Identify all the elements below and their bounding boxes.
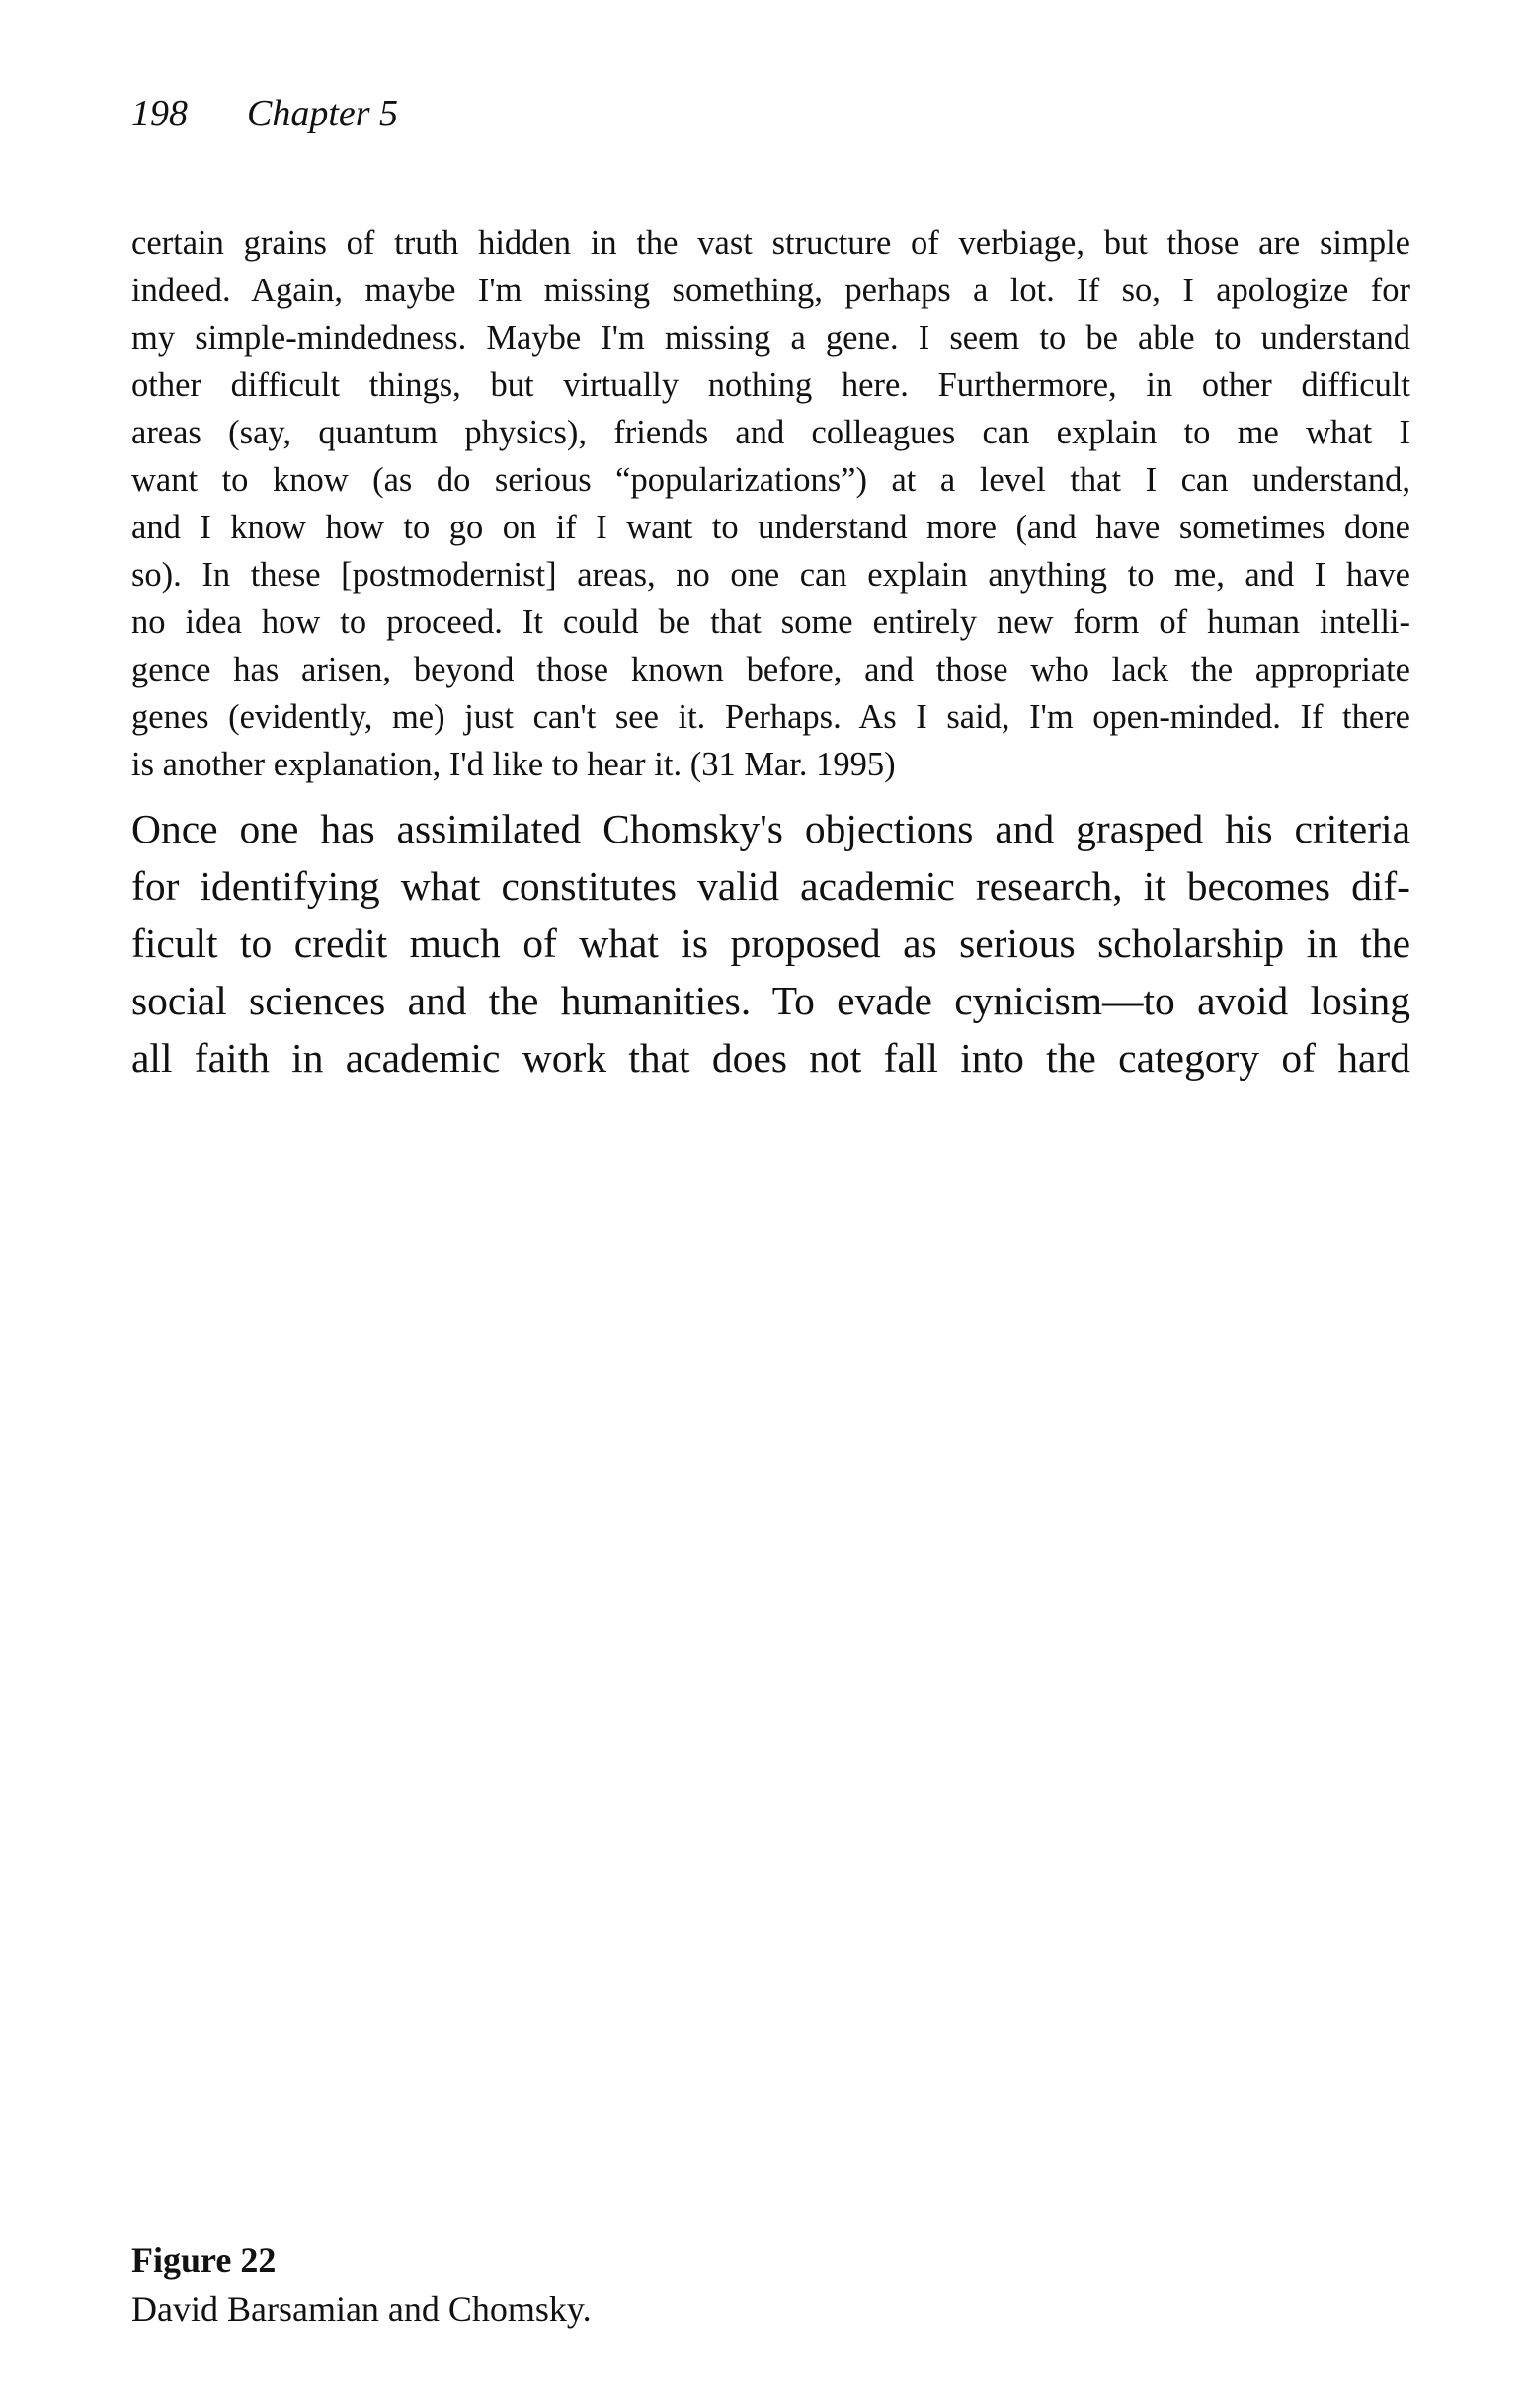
body-line: for identifying what constitutes valid academic research, it becomes dif- xyxy=(131,863,1410,909)
body-line: all faith in academic work that does not fall into the category of hard xyxy=(131,1035,1410,1081)
figure-label: Figure 22 xyxy=(131,2240,277,2280)
running-head xyxy=(131,91,398,136)
quote-line: areas (say, quantum physics), friends and colleagues can explain to me what I xyxy=(131,414,1410,451)
quote-line: so). In these [postmodernist] areas, no one can explain anything to me, and I have xyxy=(131,556,1410,594)
body-paragraph xyxy=(131,800,1410,1086)
page-number: 198 xyxy=(131,93,188,134)
chapter-title: Chapter 5 xyxy=(247,93,399,134)
block-quote xyxy=(131,219,1410,788)
quote-line: certain grains of truth hidden in the vast structure of verbiage, but those are simple xyxy=(131,224,1410,262)
body-line: ficult to credit much of what is proposed as serious scholarship in the xyxy=(131,921,1410,966)
body-line: Once one has assimilated Chomsky's objections and grasped his criteria xyxy=(131,806,1410,851)
body-line: social sciences and the humanities. To evade cynicism—to avoid losing xyxy=(131,978,1410,1023)
quote-line: genes (evidently, me) just can't see it. Perhaps. As I said, I'm open-minded. If there xyxy=(131,698,1410,736)
quote-line: gence has arisen, beyond those known before, and those who lack the appropriate xyxy=(131,651,1410,688)
quote-line: other difficult things, but virtually nothing here. Furthermore, in other difficult xyxy=(131,366,1410,404)
quote-line: want to know (as do serious “popularizations”) at a level that I can understand, xyxy=(131,461,1410,499)
quote-line: my simple-mindedness. Maybe I'm missing a gene. I seem to be able to understand xyxy=(131,319,1410,357)
figure-caption: David Barsamian and Chomsky. xyxy=(131,2289,592,2329)
quote-line: no idea how to proceed. It could be that some entirely new form of human intelli- xyxy=(131,603,1410,641)
figure-image-area xyxy=(131,1126,1410,2193)
quote-line: indeed. Again, maybe I'm missing something, perhaps a lot. If so, I apologize for xyxy=(131,272,1410,309)
quote-line: and I know how to go on if I want to understand more (and have sometimes done xyxy=(131,509,1410,546)
quote-line: is another explanation, I'd like to hear it. (31 Mar. 1995) xyxy=(131,746,896,783)
